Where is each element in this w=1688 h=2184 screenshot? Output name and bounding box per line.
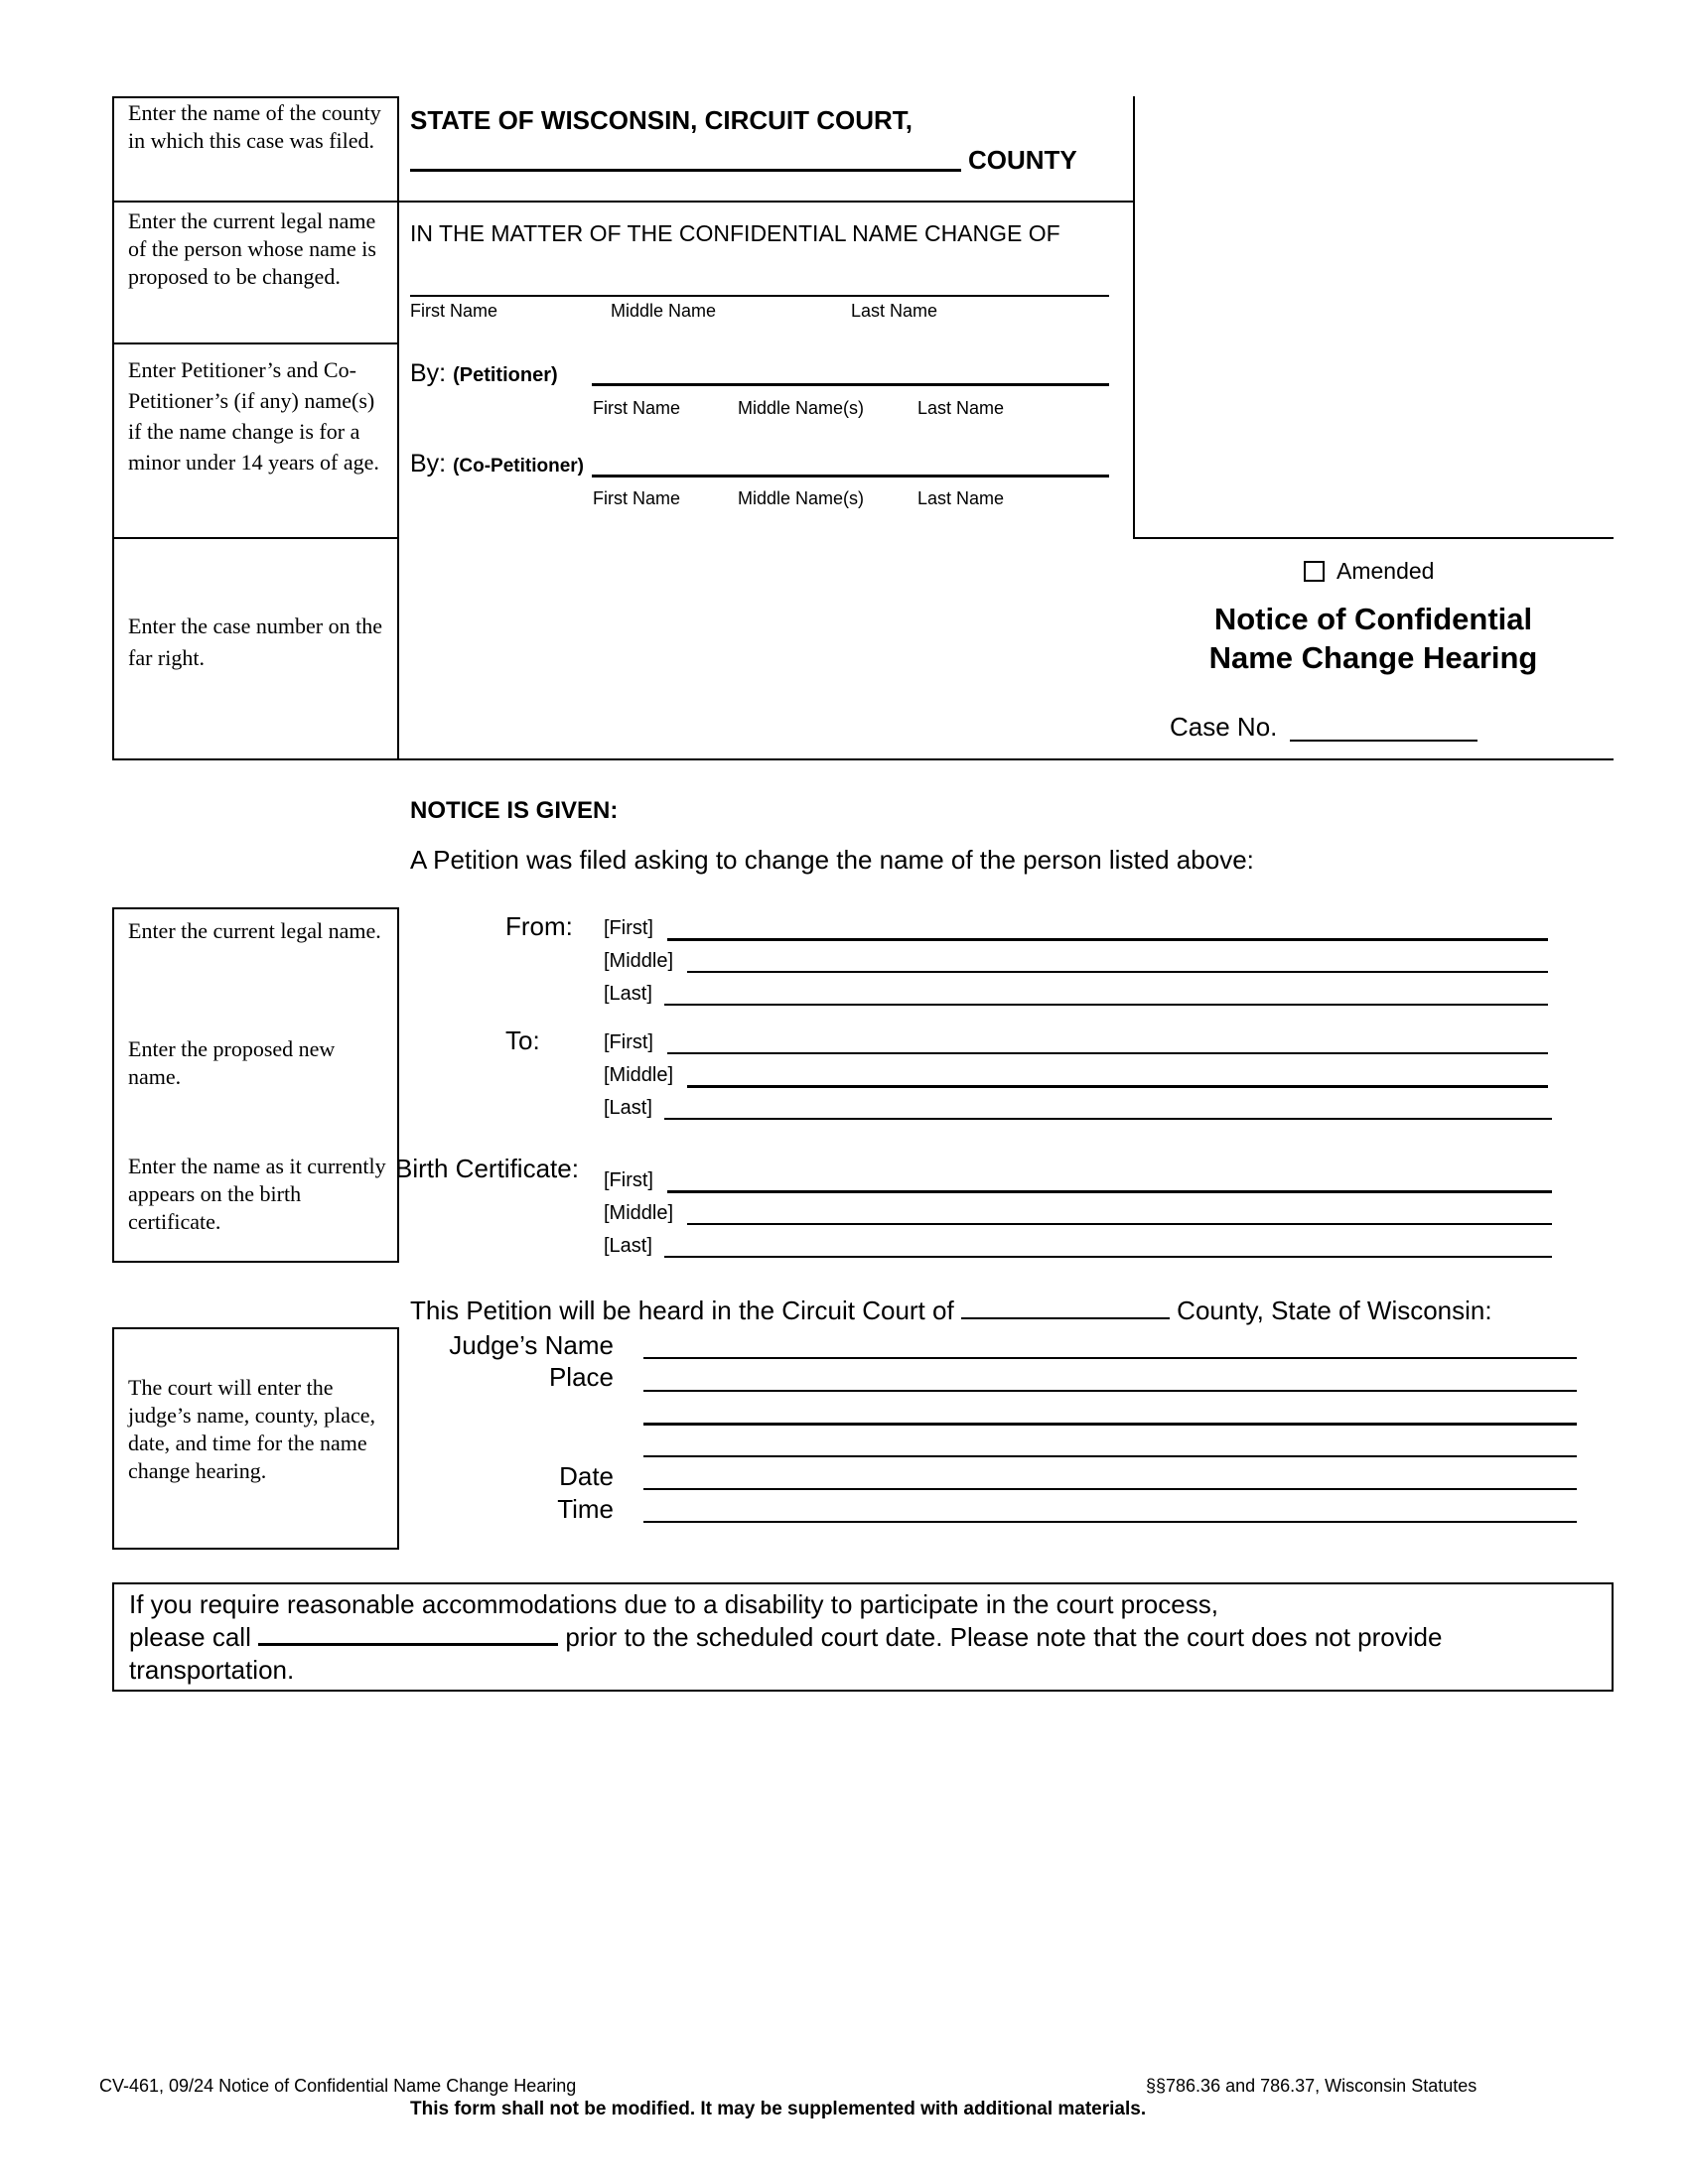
accommodations-phone-input[interactable] [258, 1621, 558, 1646]
hearing-sentence [410, 1296, 1492, 1326]
accommodations-box [112, 1582, 1614, 1692]
instruction-birth: Enter the name as it currently appears on the birth certificate. [128, 1154, 386, 1234]
to-last-input[interactable] [664, 1118, 1552, 1120]
from-first-label: [First] [604, 917, 653, 939]
judge-input[interactable] [643, 1357, 1577, 1359]
birth-last-input[interactable] [664, 1256, 1552, 1258]
subject-last-label: Last Name [851, 301, 938, 321]
co-petitioner-middle-label: Middle Name(s) [738, 488, 865, 508]
case-no-input[interactable] [1290, 740, 1477, 742]
court-heading: STATE OF WISCONSIN, CIRCUIT COURT, [410, 105, 914, 135]
to-label: To: [505, 1025, 540, 1055]
birth-last-label: [Last] [604, 1235, 652, 1257]
divider [397, 201, 1134, 203]
co-petitioner-last-label: Last Name [917, 488, 1005, 508]
form-title [1134, 600, 1613, 677]
by-label: By: [410, 450, 447, 478]
from-label: From: [505, 911, 573, 941]
accommodations-please-call: please call [129, 1622, 251, 1652]
instruction-county: Enter the name of the county in which this case was filed. [128, 100, 381, 153]
divider [397, 758, 1614, 760]
from-last-label: [Last] [604, 983, 652, 1005]
footer-statutes: §§786.36 and 786.37, Wisconsin Statutes [1146, 2076, 1477, 2096]
from-first-input[interactable] [667, 938, 1548, 941]
birth-first-label: [First] [604, 1169, 653, 1191]
from-middle-label: [Middle] [604, 950, 674, 972]
petitioner-middle-label: Middle Name(s) [738, 398, 865, 418]
birth-middle-input[interactable] [687, 1223, 1552, 1225]
hearing-text-after: County, State of Wisconsin: [1177, 1296, 1492, 1325]
instruction-petitioners: Enter Petitioner’s and Co-Petitioner’s (if any) name(s) if the name change is for a minor under 14 years of age. [128, 357, 379, 475]
divider [112, 537, 399, 539]
petition-text: A Petition was filed asking to change the name of the person listed above: [410, 845, 1254, 875]
divider [1133, 537, 1614, 539]
divider [112, 201, 399, 203]
petitioner-first-label: First Name [593, 398, 681, 418]
place-input-line3[interactable] [643, 1455, 1577, 1457]
co-petitioner-by [410, 450, 584, 478]
time-label: Time [557, 1494, 614, 1524]
birth-middle-label: [Middle] [604, 1202, 674, 1224]
instruction-current-name: Enter the current legal name of the person whose name is proposed to be changed. [128, 208, 376, 289]
subject-first-label: First Name [410, 301, 498, 321]
co-petitioner-first-label: First Name [593, 488, 681, 508]
instruction-to: Enter the proposed new name. [128, 1036, 336, 1089]
birth-cert-label: Birth Certificate: [395, 1154, 579, 1183]
to-last-label: [Last] [604, 1097, 652, 1119]
to-middle-input[interactable] [687, 1085, 1548, 1088]
accommodations-prior-text: prior to the scheduled court date. Please note that the court does not provide [565, 1622, 1443, 1652]
amended-label: Amended [1336, 558, 1435, 584]
instruction-case-number: Enter the case number on the far right. [128, 614, 382, 670]
footer-disclaimer: This form shall not be modified. It may be supplemented with additional materials. [410, 2099, 1147, 2119]
petitioner-name-input[interactable] [592, 383, 1109, 386]
divider [112, 342, 399, 344]
form-title-line1: Notice of Confidential [1213, 602, 1533, 636]
judge-label: Judge’s Name [449, 1330, 614, 1360]
county-label: COUNTY [968, 145, 1077, 175]
date-label: Date [559, 1461, 614, 1491]
petitioner-by [410, 359, 558, 388]
to-first-input[interactable] [667, 1052, 1548, 1054]
accommodations-line3: transportation. [129, 1655, 295, 1685]
amended-checkbox[interactable] [1304, 561, 1325, 582]
from-middle-input[interactable] [687, 971, 1548, 973]
instruction-court: The court will enter the judge’s name, county, place, date, and time for the name change hearing. [128, 1375, 376, 1483]
co-petitioner-name-input[interactable] [592, 475, 1109, 478]
time-input[interactable] [643, 1521, 1577, 1523]
subject-name-input[interactable] [410, 295, 1109, 297]
form-title-line2: Name Change Hearing [1208, 640, 1538, 675]
accommodations-line2 [129, 1621, 1442, 1654]
place-label: Place [548, 1362, 614, 1392]
place-input-line1[interactable] [643, 1390, 1577, 1392]
matter-heading: IN THE MATTER OF THE CONFIDENTIAL NAME CHANGE OF [410, 220, 1060, 246]
to-first-label: [First] [604, 1031, 653, 1053]
co-petitioner-label: (Co-Petitioner) [453, 456, 585, 477]
notice-heading: NOTICE IS GIVEN: [410, 797, 619, 824]
divider [1133, 96, 1135, 539]
accommodations-text [129, 1588, 1442, 1687]
to-middle-label: [Middle] [604, 1064, 674, 1086]
hearing-text-before: This Petition will be heard in the Circuit Court of [410, 1296, 954, 1325]
petitioner-label: (Petitioner) [453, 364, 558, 386]
hearing-county-input[interactable] [961, 1297, 1170, 1319]
subject-middle-label: Middle Name [611, 301, 717, 321]
accommodations-line1: If you require reasonable accommodations due to a disability to participate in the court process, [129, 1589, 1218, 1619]
date-input[interactable] [643, 1488, 1577, 1490]
footer-form-id: CV-461, 09/24 Notice of Confidential Name Change Hearing [99, 2076, 577, 2096]
county-input[interactable] [410, 169, 961, 172]
place-input-line2[interactable] [643, 1423, 1577, 1426]
petitioner-last-label: Last Name [917, 398, 1005, 418]
instruction-from: Enter the current legal name. [128, 918, 381, 943]
by-label: By: [410, 359, 447, 387]
from-last-input[interactable] [664, 1004, 1548, 1006]
case-no-label: Case No. [1170, 712, 1278, 742]
birth-first-input[interactable] [667, 1190, 1552, 1193]
